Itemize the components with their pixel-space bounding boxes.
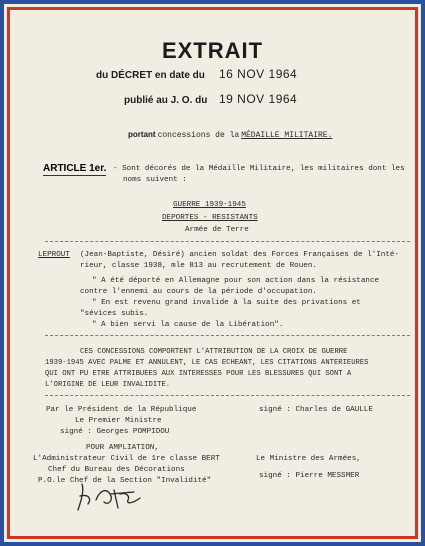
article-text-line2: noms suivent : <box>123 176 187 184</box>
section-armee: Armée de Terre <box>185 226 249 234</box>
decret-label: du DÉCRET en date du <box>96 70 205 81</box>
portant-text: concessions de la <box>157 131 240 140</box>
notice-line4: L'ORIGINE DE LEUR INVALIDITE. <box>45 381 171 389</box>
portant-medal: MÉDAILLE MILITAIRE. <box>241 131 333 140</box>
jo-label: publié au J. O. du <box>124 95 208 106</box>
separator-bottom <box>45 395 410 396</box>
citation-line4: contre l'ennemi au cours de la période d'occupation. <box>80 288 317 296</box>
degaulle-signature: signé : Charles de GAULLE <box>259 406 373 414</box>
portant-prefix: portant <box>128 130 156 139</box>
ampliation-line2: L'Administrateur Civil de 1re classe BERT <box>33 455 220 463</box>
document-title: EXTRAIT <box>161 38 264 63</box>
portant-line <box>128 130 332 140</box>
citation-line5: " En est revenu grand invalide à la suite des privations et <box>92 299 361 307</box>
ministre-line2: signé : Pierre MESSMER <box>259 472 360 480</box>
ampliation-line4: P.O.le Chef de la Section "Invalidité" <box>38 477 212 485</box>
decret-date: 16 NOV 1964 <box>219 67 298 81</box>
citation-line6: "sévices subis. <box>80 310 149 318</box>
citation-line7: " A bien servi la cause de la Libération". <box>92 321 284 329</box>
ampliation-line1: POUR AMPLIATION, <box>86 444 159 452</box>
jo-date: 19 NOV 1964 <box>219 92 298 106</box>
citation-line3: " A été déporté en Allemagne pour son action dans la résistance <box>92 277 380 285</box>
notice-line2: 1939-1945 AVEC PALME ET ANNULENT, LE CAS ECHEANT, LES CITATIONS ANTERIEURES <box>45 359 369 367</box>
president-line1: Par le Président de la République <box>46 406 197 414</box>
president-line3: signé : Georges POMPIDOU <box>60 428 170 436</box>
separator-middle <box>45 335 410 336</box>
notice-line1: CES CONCESSIONS COMPORTENT L'ATTRIBUTION DE LA CROIX DE GUERRE <box>80 348 348 356</box>
citation-line2: rieur, classe 1938, mle 813 au recrutement de Rouen. <box>80 262 317 270</box>
section-deportes: DEPORTES - RESISTANTS <box>162 214 258 222</box>
article-label: ARTICLE 1er. <box>43 163 107 174</box>
section-guerre: GUERRE 1939-1945 <box>173 201 246 209</box>
handwritten-signature <box>70 480 150 514</box>
citation-line1: (Jean-Baptiste, Désiré) ancien soldat des Forces Françaises de l'Inté- <box>80 251 399 259</box>
ampliation-line3: Chef du Bureau des Décorations <box>48 466 185 474</box>
citation-name: LEPROUT <box>38 251 70 259</box>
ministre-line1: Le Ministre des Armées, <box>256 455 361 463</box>
article-text-line1: - Sont décorés de la Médaille Militaire, les militaires dont les <box>113 165 405 173</box>
separator-top <box>45 241 410 242</box>
notice-line3: QUI ONT PU ETRE ATTRIBUEES AUX INTERESSES POUR LES BLESSURES QUI SONT A <box>45 370 352 378</box>
president-line2: Le Premier Ministre <box>75 417 162 425</box>
